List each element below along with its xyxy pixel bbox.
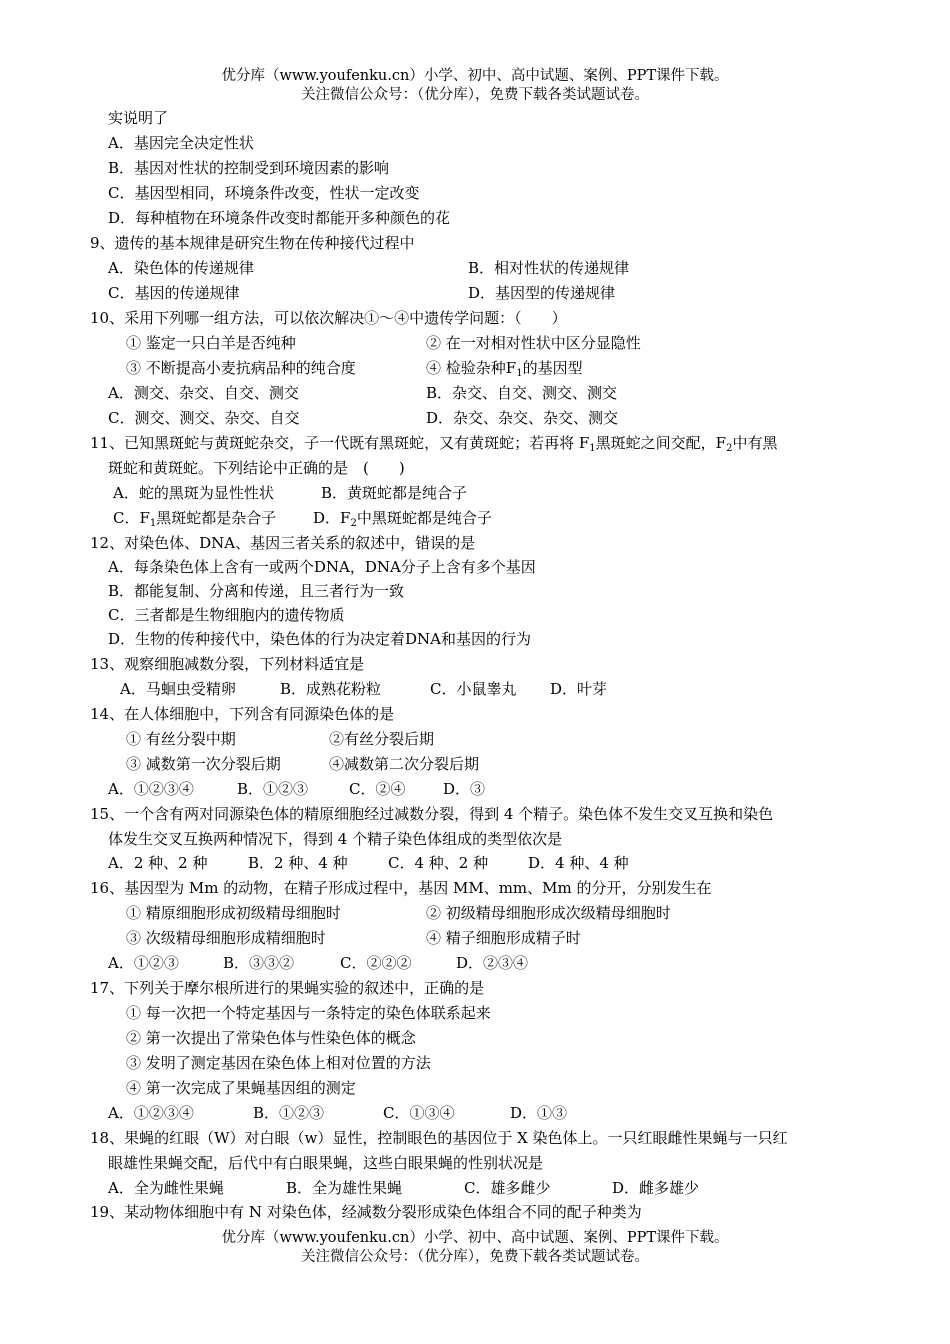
q9-option-c: C．基因的传递规律 [108,284,240,302]
q19-stem: 19、某动物体细胞中有 N 对染色体，经减数分裂形成染色体组合不同的配子种类为 [90,1203,642,1221]
header-line-2: 关注微信公众号：（优分库），免费下载各类试题试卷。 [301,87,649,103]
q16-item-1: ① 精原细胞形成初级精母细胞时 [126,904,341,922]
q17-item-4: ④ 第一次完成了果蝇基因组的测定 [126,1079,356,1097]
q10-option-c: C．测交、测交、杂交、自交 [108,409,300,427]
q9-option-b: B．相对性状的传递规律 [468,259,630,277]
q16-option-c: C．②②② [340,954,412,972]
q14-stem: 14、在人体细胞中，下列含有同源染色体的是 [90,705,395,723]
q14-item-4: ④减数第二次分裂后期 [329,755,480,773]
q8-option-d: D．每种植物在环境条件改变时都能开多种颜色的花 [108,209,451,227]
footer-line-1: 优分库（www.youfenku.cn）小学、初中、高中试题、案例、PPT课件下载。 [221,1230,729,1246]
q9-option-d: D．基因型的传递规律 [468,284,616,302]
q13-stem: 13、观察细胞减数分裂，下列材料适宜是 [90,655,365,673]
q14-item-3: ③ 减数第一次分裂后期 [126,755,281,773]
q8-continuation: 实说明了 [108,109,169,127]
q17-item-1: ① 每一次把一个特定基因与一条特定的染色体联系起来 [126,1004,491,1022]
q10-item-1: ① 鉴定一只白羊是否纯种 [126,334,296,352]
q17-item-2: ② 第一次提出了常染色体与性染色体的概念 [126,1029,416,1047]
q11-stem-line-2: 斑蛇和黄斑蛇。下列结论中正确的是 ( ) [108,459,405,477]
q18-stem: 18、果蝇的红眼（W）对白眼（w）显性，控制眼色的基因位于 X 染色体上。一只红眼雌性果蝇与一只红 [90,1129,788,1147]
q13-option-d: D．叶芽 [550,680,608,698]
q11-option-d: D．$F_2$中黑斑蛇都是纯合子 [313,509,492,529]
q10-item-3: ③ 不断提高小麦抗病品种的纯合度 [126,359,356,377]
q17-option-a: A．①②③④ [108,1104,194,1122]
q18-option-c: C．雄多雌少 [464,1179,551,1197]
q12-option-b: B．都能复制、分离和传递，且三者行为一致 [108,582,405,600]
q14-option-d: D．③ [443,780,486,798]
q10-item-4: ④ 检验杂种$F_1$的基因型 [426,359,583,379]
q12-option-a: A．每条染色体上含有一或两个DNA，DNA分子上含有多个基因 [108,558,536,576]
q15-option-d: D．4 种、4 种 [528,854,629,872]
q14-item-2: ②有丝分裂后期 [329,730,435,748]
q16-stem: 16、基因型为 Mm 的动物，在精子形成过程中，基因 MM、mm、Mm 的分开，分别发生在 [90,879,712,897]
q16-option-d: D．②③④ [456,954,529,972]
q14-option-c: C．②④ [349,780,406,798]
q12-option-c: C．三者都是生物细胞内的遗传物质 [108,606,345,624]
q14-item-1: ① 有丝分裂中期 [126,730,236,748]
q10-option-b: B．杂交、自交、测交、测交 [426,384,618,402]
q17-option-c: C．①③④ [383,1104,455,1122]
q16-item-3: ③ 次级精母细胞形成精细胞时 [126,929,326,947]
q16-item-4: ④ 精子细胞形成精子时 [426,929,581,947]
q15-stem-line-2: 体发生交叉互换两种情况下，得到 4 个精子染色体组成的类型依次是 [108,830,563,848]
q17-item-3: ③ 发明了测定基因在染色体上相对位置的方法 [126,1054,431,1072]
q14-option-b: B．①②③ [237,780,309,798]
header-line-1: 优分库（www.youfenku.cn）小学、初中、高中试题、案例、PPT课件下载。 [221,68,729,84]
q15-option-c: C．4 种、2 种 [388,854,489,872]
q10-option-d: D．杂交、杂交、杂交、测交 [426,409,619,427]
q14-option-a: A．①②③④ [108,780,194,798]
q11-option-b: B．黄斑蛇都是纯合子 [321,484,468,502]
q15-option-a: A．2 种、2 种 [108,854,208,872]
q17-stem: 17、下列关于摩尔根所进行的果蝇实验的叙述中，正确的是 [90,979,485,997]
q10-stem: 10、采用下列哪一组方法，可以依次解决①～④中遗传学问题：（ ） [90,309,567,327]
q18-option-b: B．全为雄性果蝇 [286,1179,403,1197]
q16-option-b: B．③③② [223,954,295,972]
q18-option-d: D．雌多雄少 [612,1179,700,1197]
q15-option-b: B．2 种、4 种 [248,854,348,872]
q13-option-a: A．马蛔虫受精卵 [120,680,236,698]
q11-option-a: A．蛇的黑斑为显性性状 [113,484,274,502]
q18-option-a: A．全为雌性果蝇 [108,1179,224,1197]
q8-option-b: B．基因对性状的控制受到环境因素的影响 [108,159,390,177]
q10-item-2: ② 在一对相对性状中区分显隐性 [426,334,641,352]
q12-option-d: D．生物的传种接代中，染色体的行为决定着DNA和基因的行为 [108,630,532,648]
footer-line-2: 关注微信公众号：（优分库），免费下载各类试题试卷。 [301,1249,649,1265]
q9-option-a: A．染色体的传递规律 [108,259,254,277]
q18-stem-line-2: 眼雄性果蝇交配，后代中有白眼果蝇，这些白眼果蝇的性别状况是 [108,1154,544,1172]
q15-stem: 15、一个含有两对同源染色体的精原细胞经过减数分裂，得到 4 个精子。染色体不发生交叉互换和染色 [90,805,774,823]
q16-option-a: A．①②③ [108,954,179,972]
q8-option-a: A．基因完全决定性状 [108,134,254,152]
q13-option-c: C．小鼠睾丸 [430,680,517,698]
q13-option-b: B．成熟花粉粒 [280,680,382,698]
q11-option-c: C．$F_1$黑斑蛇都是杂合子 [113,509,277,529]
q17-option-d: D．①③ [510,1104,568,1122]
q11-stem: 11、已知黑斑蛇与黄斑蛇杂交，子一代既有黑斑蛇，又有黄斑蛇；若再将 $F_1$黑斑蛇之间交配，$F_2$中有黑 [90,434,778,454]
q9-stem: 9、遗传的基本规律是研究生物在传种接代过程中 [90,234,415,252]
q12-stem: 12、对染色体、DNA、基因三者关系的叙述中，错误的是 [90,534,476,552]
q8-option-c: C．基因型相同，环境条件改变，性状一定改变 [108,184,420,202]
q17-option-b: B．①②③ [253,1104,325,1122]
q10-option-a: A．测交、杂交、自交、测交 [108,384,299,402]
q16-item-2: ② 初级精母细胞形成次级精母细胞时 [426,904,671,922]
